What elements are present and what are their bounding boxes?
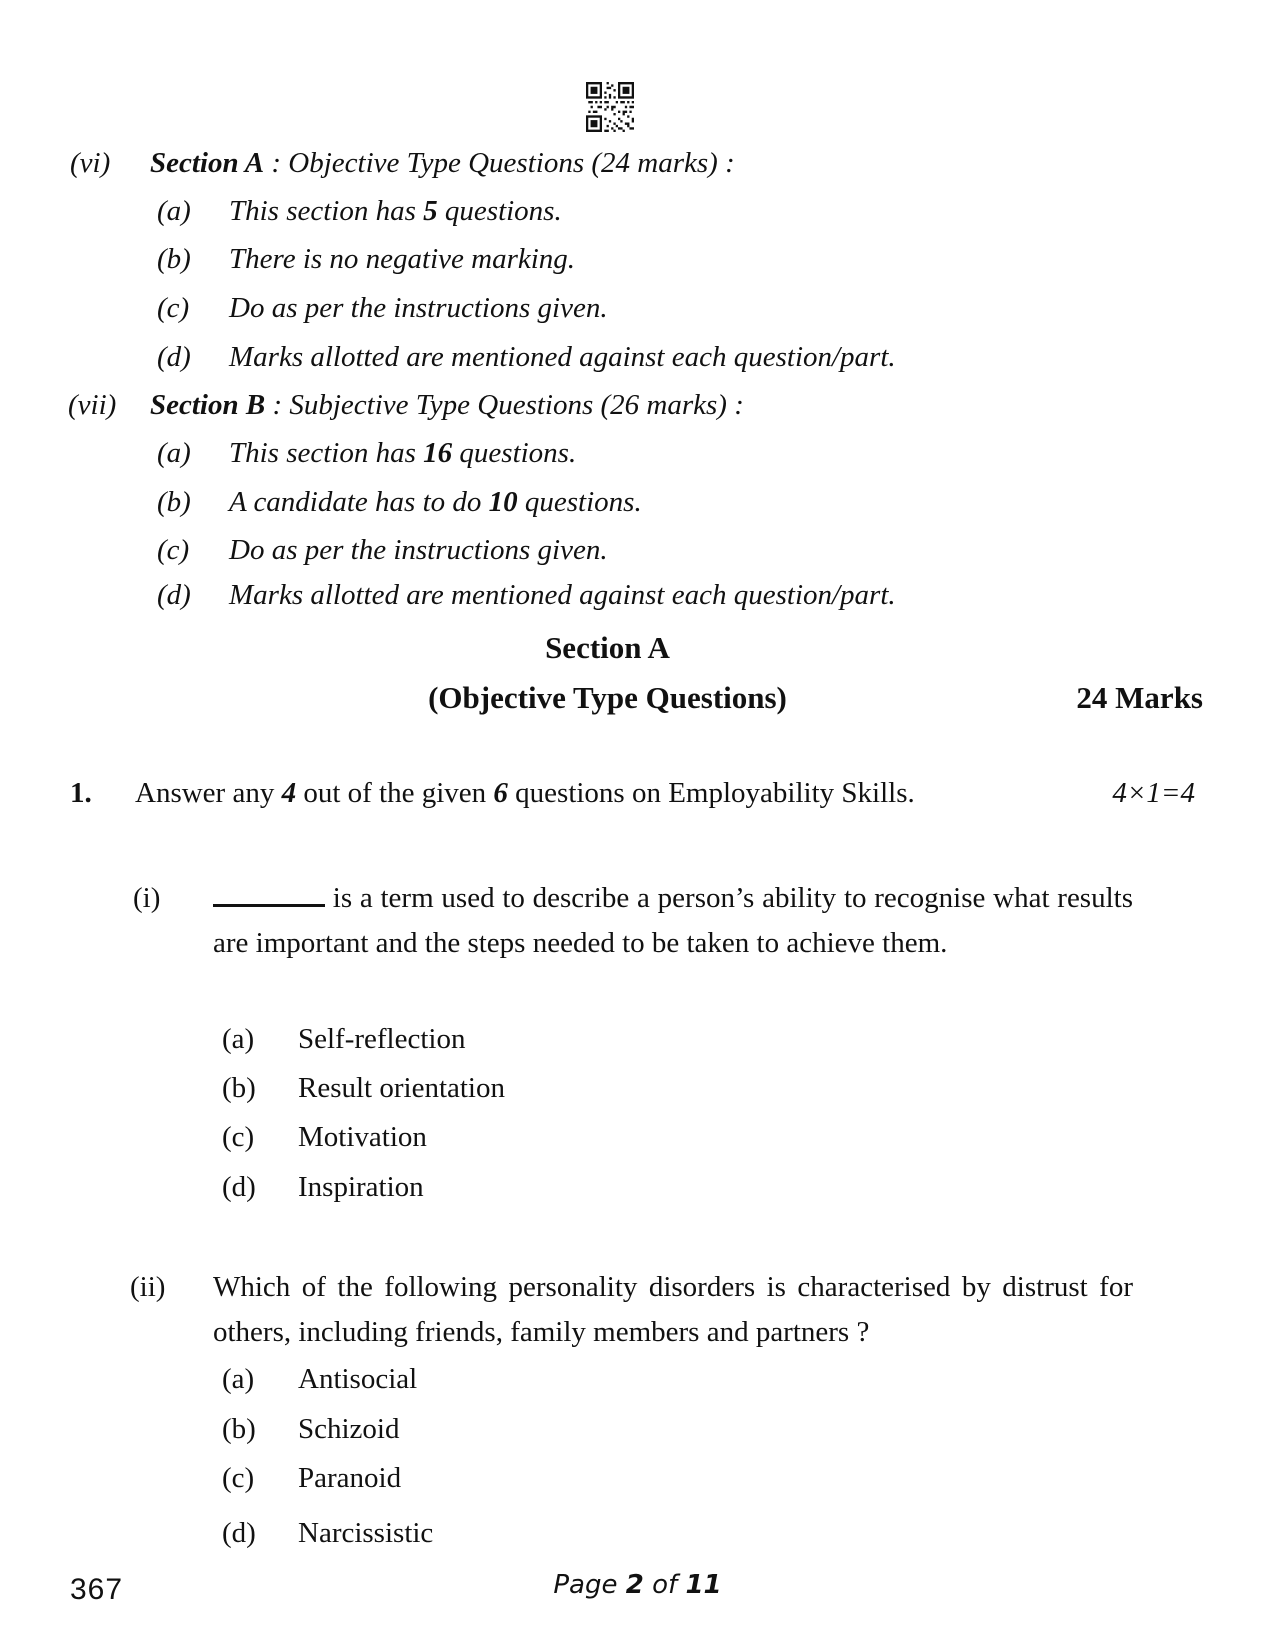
question-1-stem xyxy=(135,771,915,816)
q1-ii-option-c-label: (c) xyxy=(222,1462,255,1494)
instruction-vi-a-label: (a) xyxy=(157,195,191,227)
q1-ii-option-a-text: Antisocial xyxy=(298,1363,418,1395)
instruction-vii-a-text xyxy=(229,431,576,476)
section-a-marks: 24 Marks xyxy=(1076,680,1203,715)
text-part: is a term used to describe a person’s ability to recognise what results are important and the steps needed to be taken to achieve them. xyxy=(213,882,1133,959)
text-part: Marks allotted are mentioned against each question/part. xyxy=(229,579,896,611)
text-part: out of the given xyxy=(296,777,494,809)
instruction-vii-a-label: (a) xyxy=(157,437,191,469)
qr-code-icon xyxy=(586,82,634,132)
question-1-number: 1. xyxy=(70,777,92,809)
section-b-bold-name: Section B xyxy=(150,389,266,421)
instruction-vi-b-text xyxy=(229,237,575,282)
paper-code: 367 xyxy=(70,1573,124,1606)
instruction-vi-heading-rest: : Objective Type Questions (24 marks) : xyxy=(264,147,735,179)
instruction-vii-c-text xyxy=(229,528,608,573)
section-a-title: Section A xyxy=(545,630,670,665)
q1-sub-ii-text: Which of the following personality disorders is characterised by distrust for others, including friends, family members and partners ? xyxy=(213,1271,1133,1348)
page-number: 2 xyxy=(625,1570,644,1600)
q1-i-option-c-label: (c) xyxy=(222,1121,255,1153)
q1-i-option-c-text: Motivation xyxy=(298,1121,427,1153)
text-part: Answer any xyxy=(135,777,282,809)
page-total: 11 xyxy=(685,1570,722,1600)
text-part: Marks allotted are mentioned against each question/part. xyxy=(229,341,896,373)
q1-ii-option-a-label: (a) xyxy=(222,1363,255,1395)
instruction-vii-d-label: (d) xyxy=(157,579,191,611)
text-part: questions. xyxy=(452,437,577,469)
text-part: Do as per the instructions given. xyxy=(229,292,608,324)
q1-i-option-d-text: Inspiration xyxy=(298,1171,424,1203)
q1-i-option-b-label: (b) xyxy=(222,1072,256,1104)
section-a-bold-name: Section A xyxy=(150,147,265,179)
q1-ii-option-b-text: Schizoid xyxy=(298,1413,400,1445)
text-part: questions. xyxy=(437,195,562,227)
q1-i-option-d-label: (d) xyxy=(222,1171,256,1203)
text-part: questions on Employability Skills. xyxy=(507,777,915,809)
instruction-vi-a-text xyxy=(229,189,562,234)
bold-number: 16 xyxy=(423,437,453,469)
instruction-vii-b-text xyxy=(229,480,642,525)
bold-number: 6 xyxy=(493,777,508,809)
q1-i-option-a-text: Self-reflection xyxy=(298,1023,466,1055)
instruction-vii-heading xyxy=(150,383,744,428)
bold-number: 10 xyxy=(488,486,518,518)
q1-ii-option-d-text: Narcissistic xyxy=(298,1517,434,1549)
instruction-vi-b-label: (b) xyxy=(157,243,191,275)
text-part: Do as per the instructions given. xyxy=(229,534,608,566)
q1-ii-option-c-text: Paranoid xyxy=(298,1462,402,1494)
text-part: questions. xyxy=(517,486,642,518)
instruction-vi-c-text xyxy=(229,286,608,331)
text-part: This section has xyxy=(229,195,424,227)
instruction-vi-d-text xyxy=(229,335,896,380)
bold-number: 4 xyxy=(281,777,297,809)
instruction-vii-heading-rest: : Subjective Type Questions (26 marks) : xyxy=(265,389,744,421)
text-part: This section has xyxy=(229,437,424,469)
page-indicator xyxy=(0,1567,1275,1603)
q1-ii-option-d-label: (d) xyxy=(222,1517,256,1549)
q1-i-option-a-label: (a) xyxy=(222,1023,255,1055)
instruction-vii-b-label: (b) xyxy=(157,486,191,518)
q1-ii-option-b-label: (b) xyxy=(222,1413,256,1445)
q1-sub-i-label: (i) xyxy=(133,882,161,914)
q1-i-option-b-text: Result orientation xyxy=(298,1072,505,1104)
section-a-subtitle: (Objective Type Questions) xyxy=(428,680,787,715)
instruction-vii-d-text xyxy=(229,573,896,618)
instruction-vi-number: (vi) xyxy=(70,147,111,179)
bold-number: 5 xyxy=(423,195,438,227)
q1-sub-i-text xyxy=(213,876,1133,966)
instruction-vi-d-label: (d) xyxy=(157,341,191,373)
question-1-marks: 4×1=4 xyxy=(1112,777,1195,809)
instruction-vii-c-label: (c) xyxy=(157,534,190,566)
text-part: There is no negative marking. xyxy=(229,243,576,275)
instruction-vi-c-label: (c) xyxy=(157,292,190,324)
text-part: of xyxy=(643,1570,686,1600)
instruction-vi-heading xyxy=(150,141,735,186)
text-part: A candidate has to do xyxy=(229,486,489,518)
q1-sub-ii-label: (ii) xyxy=(130,1271,166,1303)
instruction-vii-number: (vii) xyxy=(68,389,117,421)
text-part: Page xyxy=(553,1570,626,1600)
fill-in-blank-line xyxy=(213,904,325,907)
